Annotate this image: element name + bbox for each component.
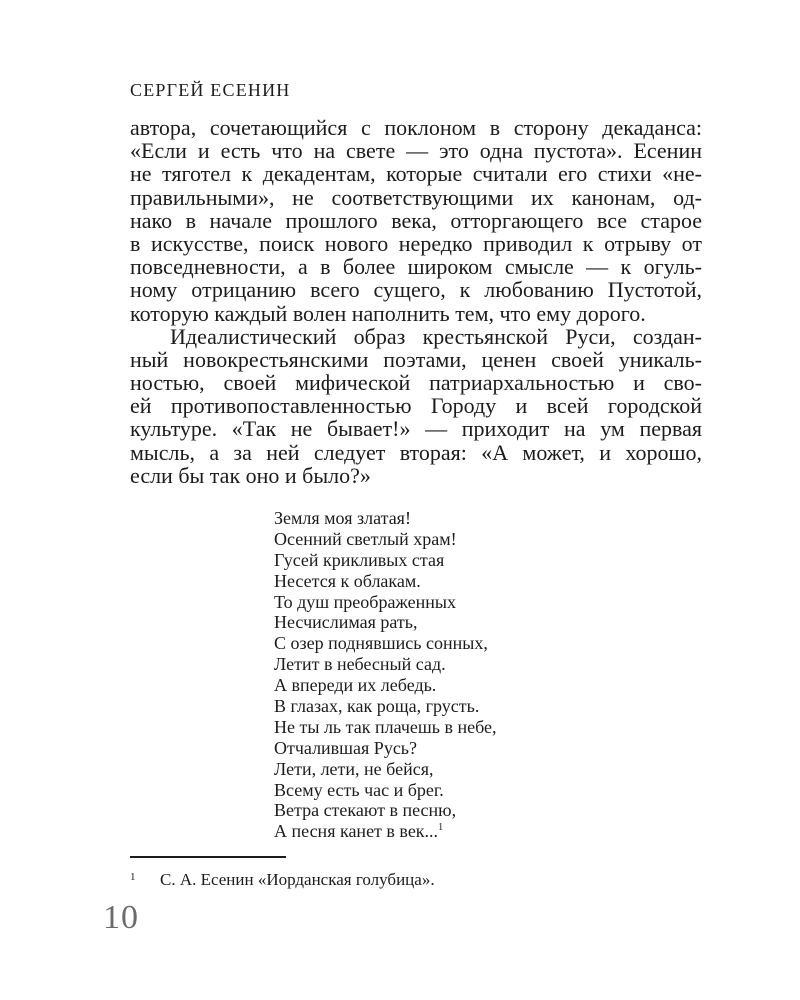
poem-line: А впереди их лебедь. bbox=[274, 675, 437, 696]
footnote-mark: 1 bbox=[130, 871, 136, 883]
body-line: «Если и есть что на свете — это одна пустота». Есенин bbox=[130, 138, 702, 164]
poem-line: Земля моя златая! bbox=[274, 508, 411, 528]
body-line: ей противопоставленностью Городу и всей городской bbox=[130, 393, 702, 419]
body-line: ному отрицанию всего сущего, к любованию Пустотой, bbox=[130, 277, 702, 303]
body-line: автора, сочетающийся с поклоном в сторону декаданса: bbox=[130, 115, 702, 140]
poem-line: То душ преображенных bbox=[274, 591, 456, 612]
footnote bbox=[130, 867, 435, 890]
poem-line: Несчислимая рать, bbox=[274, 612, 418, 633]
body-line: правильными», не соответствующими их канонам, од- bbox=[130, 184, 702, 210]
page-number: 10 bbox=[103, 899, 139, 936]
poem-line: Всему есть час и брег. bbox=[274, 779, 444, 800]
poem-line: Лети, лети, не бейся, bbox=[274, 758, 434, 779]
footnote-reference[interactable]: 1 bbox=[438, 822, 444, 834]
poem-line: Несется к облакам. bbox=[274, 570, 421, 591]
body-line: не тяготел к декадентам, которые считали его стихи «не- bbox=[130, 161, 702, 187]
body-line: повседневности, а в более широком смысле — к огуль- bbox=[130, 254, 702, 280]
body-line: в искусстве, поиск нового нередко приводил к отрыву от bbox=[130, 230, 702, 256]
footnote-text: С. А. Есенин «Иорданская голубица». bbox=[160, 870, 435, 889]
poem-line-last bbox=[274, 821, 497, 842]
poem-line-text: А песня канет в век... bbox=[274, 821, 439, 842]
running-head: СЕРГЕЙ ЕСЕНИН bbox=[130, 80, 291, 100]
poem-line: Гусей крикливых стая bbox=[274, 549, 445, 570]
body-line: ный новокрестьянскими поэтами, ценен своей уникаль- bbox=[130, 346, 702, 372]
body-line: которую каждый волен наполнить тем, что ему дорого. bbox=[130, 300, 646, 326]
poem-line: Летит в небесный сад. bbox=[274, 654, 446, 675]
poem-quote bbox=[274, 508, 497, 842]
body-line: Идеалистический образ крестьянской Руси, создан- bbox=[170, 323, 702, 349]
poem-line: С озер поднявшись сонных, bbox=[274, 633, 488, 654]
poem-line: Отчалившая Русь? bbox=[274, 737, 418, 758]
poem-line: Не ты ль так плачешь в небе, bbox=[274, 716, 497, 737]
body-text bbox=[130, 116, 702, 487]
poem-line: В глазах, как роща, грусть. bbox=[274, 696, 480, 717]
footnote-divider bbox=[130, 856, 286, 858]
poem-line: Ветра стекают в песню, bbox=[274, 800, 457, 821]
body-line: ностью, своей мифической патриархальностью и сво- bbox=[130, 370, 702, 396]
body-line: нако в начале прошлого века, отторгающего все старое bbox=[130, 207, 702, 233]
body-line: мысль, а за ней следует вторая: «А может, и хорошо, bbox=[130, 439, 702, 465]
body-line: если бы так оно и было?» bbox=[130, 462, 371, 488]
poem-line: Осенний светлый храм! bbox=[274, 528, 457, 549]
body-line: культуре. «Так не бывает!» — приходит на ум первая bbox=[130, 416, 702, 442]
